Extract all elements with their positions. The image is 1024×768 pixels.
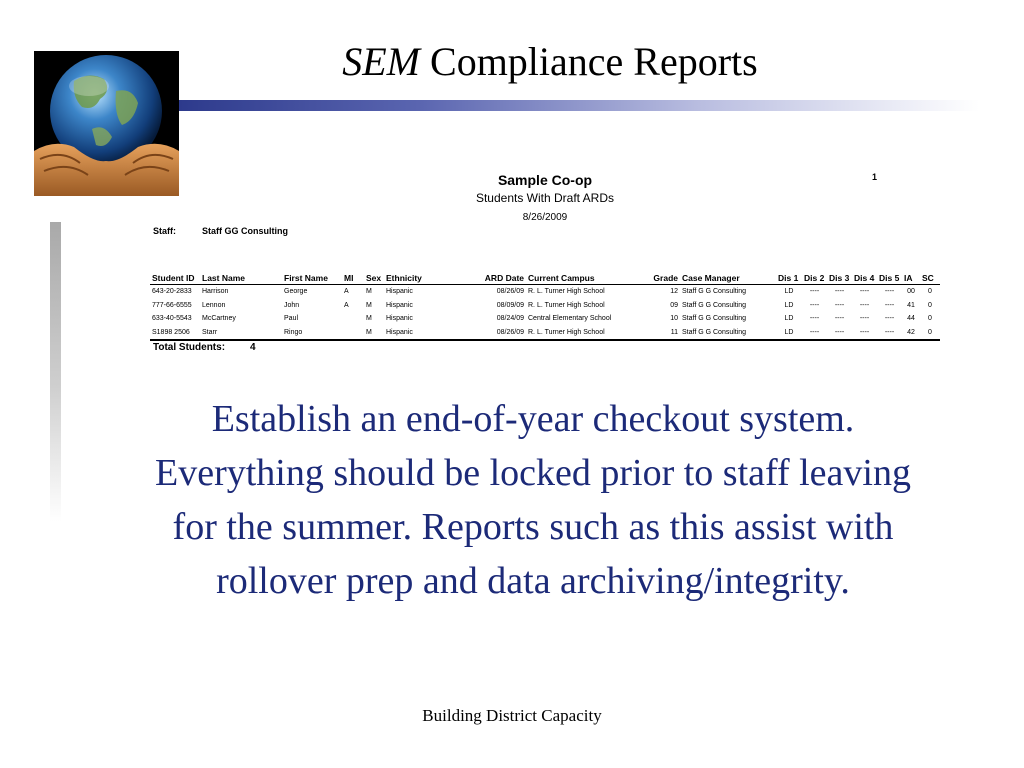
cell-first-name: George bbox=[284, 288, 308, 296]
side-accent-bar bbox=[50, 222, 61, 522]
cell-current-campus: R. L. Turner High School bbox=[528, 301, 605, 309]
cell-ia: 41 bbox=[907, 301, 915, 309]
cell-ethnicity: Hispanic bbox=[384, 326, 454, 341]
col-ia: IA bbox=[902, 272, 920, 285]
col-dis-1: Dis 1 bbox=[776, 272, 802, 285]
cell-last-name: Starr bbox=[200, 326, 282, 341]
cell-ethnicity: Hispanic bbox=[386, 301, 413, 309]
report-header-row bbox=[150, 272, 940, 285]
cell-dis-4: ---- bbox=[859, 315, 870, 323]
report-total-label: Total Students: bbox=[153, 342, 226, 353]
cell-grade: 10 bbox=[670, 315, 678, 323]
table-row bbox=[150, 326, 940, 341]
cell-ard-date: 08/26/09 bbox=[454, 326, 526, 341]
cell-dis-1: LD bbox=[784, 288, 794, 296]
cell-first-name: John bbox=[284, 301, 300, 309]
col-case-manager: Case Manager bbox=[680, 272, 776, 285]
report-staff-label: Staff: bbox=[153, 226, 176, 236]
col-grade: Grade bbox=[646, 272, 680, 285]
cell-ethnicity: Hispanic bbox=[386, 288, 413, 296]
slide-footer: Building District Capacity bbox=[422, 706, 602, 725]
col-current-campus: Current Campus bbox=[526, 272, 646, 285]
cell-current-campus: Central Elementary School bbox=[528, 315, 612, 323]
table-row bbox=[150, 312, 940, 326]
cell-ia: 42 bbox=[902, 326, 920, 341]
cell-dis-4: ---- bbox=[852, 326, 877, 341]
col-sc: SC bbox=[920, 272, 940, 285]
report-date: 8/26/2009 bbox=[522, 212, 568, 223]
table-row bbox=[150, 299, 940, 313]
cell-sc: 0 bbox=[928, 288, 932, 296]
cell-ia: 00 bbox=[907, 288, 915, 296]
cell-first-name: Paul bbox=[284, 315, 299, 323]
col-ard-date: ARD Date bbox=[454, 272, 526, 285]
cell-sc: 0 bbox=[920, 326, 940, 341]
slide-title bbox=[180, 38, 920, 85]
cell-mi: A bbox=[344, 288, 349, 296]
cell-dis-3: ---- bbox=[834, 301, 845, 309]
cell-dis-3: ---- bbox=[827, 326, 852, 341]
cell-last-name: Lennon bbox=[202, 301, 226, 309]
cell-first-name: Ringo bbox=[282, 326, 342, 341]
cell-current-campus: R. L. Turner High School bbox=[528, 288, 605, 296]
cell-sc: 0 bbox=[928, 315, 932, 323]
cell-ard-date: 08/09/09 bbox=[496, 301, 524, 309]
col-dis-4: Dis 4 bbox=[852, 272, 877, 285]
cell-dis-4: ---- bbox=[859, 301, 870, 309]
cell-dis-5: ---- bbox=[884, 301, 895, 309]
cell-sex: M bbox=[366, 315, 372, 323]
cell-mi bbox=[342, 326, 364, 341]
col-dis-3: Dis 3 bbox=[827, 272, 852, 285]
cell-dis-1: LD bbox=[784, 301, 794, 309]
cell-case-manager: Staff G G Consulting bbox=[682, 288, 747, 296]
cell-ethnicity: Hispanic bbox=[386, 315, 413, 323]
report-table bbox=[150, 272, 940, 341]
slide-title-emphasis: SEM bbox=[342, 39, 421, 84]
cell-grade: 12 bbox=[670, 288, 678, 296]
col-dis-2: Dis 2 bbox=[802, 272, 827, 285]
col-dis-5: Dis 5 bbox=[877, 272, 902, 285]
report-image bbox=[150, 170, 940, 360]
col-sex: Sex bbox=[364, 272, 384, 285]
cell-dis-3: ---- bbox=[834, 315, 845, 323]
cell-ard-date: 08/26/09 bbox=[496, 288, 524, 296]
col-mi: MI bbox=[342, 272, 364, 285]
cell-student-id: 633-40-5543 bbox=[152, 315, 192, 323]
cell-dis-2: ---- bbox=[802, 326, 827, 341]
cell-sex: M bbox=[366, 301, 372, 309]
cell-grade: 11 bbox=[646, 326, 680, 341]
cell-ia: 44 bbox=[907, 315, 915, 323]
cell-dis-2: ---- bbox=[809, 315, 820, 323]
cell-case-manager: Staff G G Consulting bbox=[680, 326, 776, 341]
cell-dis-4: ---- bbox=[859, 288, 870, 296]
slide-body-text: Establish an end-of-year checkout system. Everything should be locked prior to staff leaving for the summer. Reports such as this assist with rollover prep and data archiving/integrity. bbox=[155, 398, 911, 602]
cell-current-campus: R. L. Turner High School bbox=[526, 326, 646, 341]
report-total-value: 4 bbox=[250, 342, 256, 353]
report-page-number: 1 bbox=[872, 172, 878, 182]
col-last-name: Last Name bbox=[200, 272, 282, 285]
cell-dis-5: ---- bbox=[877, 326, 902, 341]
cell-mi bbox=[342, 312, 364, 326]
table-row bbox=[150, 285, 940, 299]
cell-last-name: Harrison bbox=[202, 288, 229, 296]
cell-dis-1: LD bbox=[776, 326, 802, 341]
report-staff-value: Staff GG Consulting bbox=[202, 226, 288, 236]
title-accent-bar bbox=[179, 100, 979, 111]
slide-title-rest: Compliance Reports bbox=[420, 39, 758, 84]
col-student-id: Student ID bbox=[150, 272, 200, 285]
col-first-name: First Name bbox=[282, 272, 342, 285]
cell-sex: M bbox=[366, 288, 372, 296]
report-subtitle: Students With Draft ARDs bbox=[475, 191, 615, 205]
cell-dis-1: LD bbox=[784, 315, 794, 323]
cell-case-manager: Staff G G Consulting bbox=[682, 315, 747, 323]
report-org: Sample Co-op bbox=[497, 172, 593, 188]
cell-sc: 0 bbox=[928, 301, 932, 309]
cell-student-id: 643-20-2833 bbox=[152, 288, 192, 296]
cell-student-id: 777-66-6555 bbox=[152, 301, 192, 309]
cell-grade: 09 bbox=[670, 301, 678, 309]
cell-dis-5: ---- bbox=[884, 315, 895, 323]
cell-ard-date: 08/24/09 bbox=[496, 315, 524, 323]
cell-dis-2: ---- bbox=[809, 301, 820, 309]
cell-mi: A bbox=[344, 301, 349, 309]
cell-dis-5: ---- bbox=[884, 288, 895, 296]
cell-last-name: McCartney bbox=[202, 315, 236, 323]
cell-sex: M bbox=[364, 326, 384, 341]
cell-dis-3: ---- bbox=[834, 288, 845, 296]
cell-case-manager: Staff G G Consulting bbox=[682, 301, 747, 309]
cell-student-id: S1898 2506 bbox=[150, 326, 200, 341]
cell-dis-2: ---- bbox=[809, 288, 820, 296]
col-ethnicity: Ethnicity bbox=[384, 272, 454, 285]
